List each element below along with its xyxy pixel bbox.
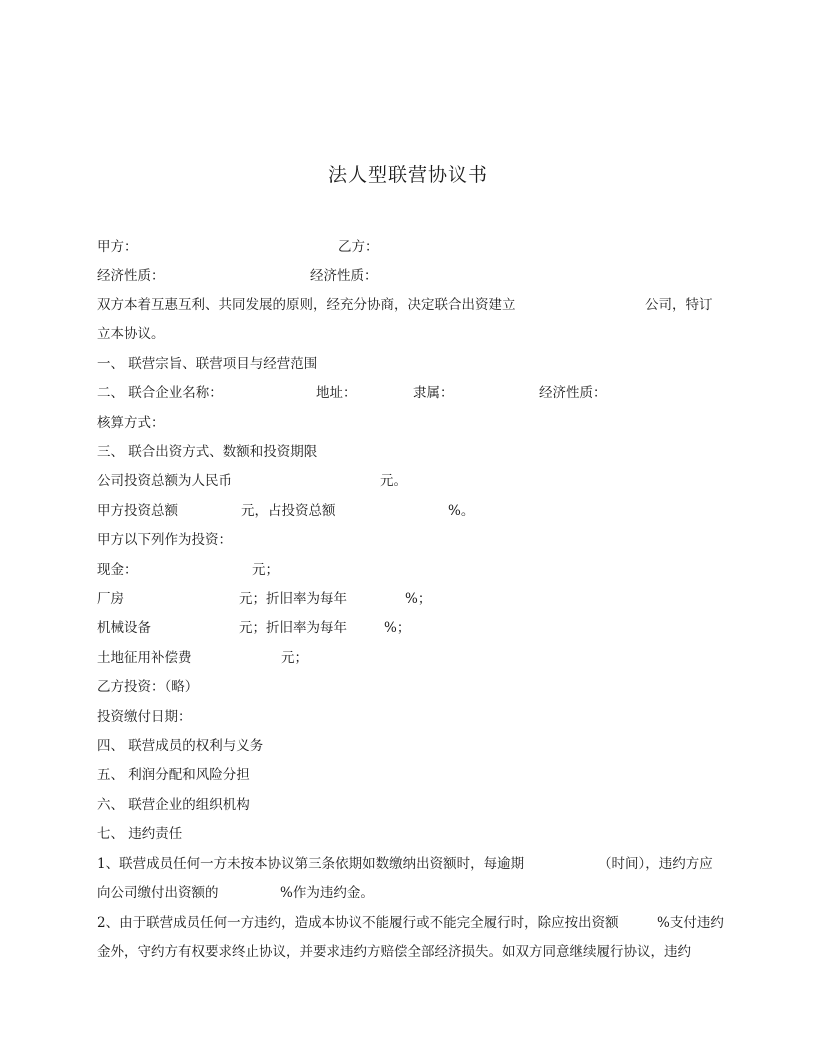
cash-unit: 元；	[252, 562, 279, 578]
affiliation-label: 隶属：	[413, 385, 454, 401]
intro-line-1-end: 公司，特订	[645, 297, 713, 313]
land-compensation-unit: 元；	[281, 650, 308, 666]
section-5-heading: 五、 利润分配和风险分担	[97, 767, 250, 783]
clause-1-line-2-end: %作为违约金。	[280, 885, 374, 901]
plant-depreciation: 元；折旧率为每年	[239, 591, 347, 607]
address-label: 地址：	[316, 385, 357, 401]
clause-1-line-1-end: （时间），违约方应	[598, 856, 713, 872]
machinery-percent: %；	[384, 620, 411, 636]
clause-2-line-1: 2、由于联营成员任何一方违约，造成本协议不能履行或不能完全履行时，除应按出资额	[97, 915, 619, 931]
section-4-heading: 四、 联营成员的权利与义务	[97, 738, 264, 754]
section-7-heading: 七、 违约责任	[97, 826, 183, 842]
clause-1-line-1: 1、联营成员任何一方未按本协议第三条依期如数缴纳出资额时，每逾期	[97, 856, 525, 872]
cash-label: 现金：	[97, 562, 138, 578]
intro-line-2: 立本协议。	[97, 326, 165, 342]
party-b-investment: 乙方投资：（略）	[97, 679, 199, 695]
section-3-heading: 三、 联合出资方式、数额和投资期限	[97, 444, 318, 460]
plant-percent: %；	[405, 591, 432, 607]
clause-2-line-1-end: %支付违约	[657, 915, 724, 931]
econ-nature-label: 经济性质：	[539, 385, 607, 401]
econ-nature-a-label: 经济性质：	[97, 268, 165, 284]
machinery-label: 机械设备	[97, 620, 151, 636]
econ-nature-b-label: 经济性质：	[310, 268, 378, 284]
party-a-investment-label: 甲方投资总额	[97, 503, 178, 519]
party-a-investment-share: 元，占投资总额	[241, 503, 336, 519]
payment-date-label: 投资缴付日期：	[97, 709, 192, 725]
clause-1-line-2: 向公司缴付出资额的	[97, 885, 219, 901]
section-6-heading: 六、 联营企业的组织机构	[97, 797, 250, 813]
total-investment-label: 公司投资总额为人民币	[97, 473, 232, 489]
party-a-label: 甲方：	[97, 239, 138, 255]
accounting-method-label: 核算方式：	[97, 415, 165, 431]
party-b-label: 乙方：	[338, 239, 379, 255]
machinery-depreciation: 元；折旧率为每年	[239, 620, 347, 636]
section-1-heading: 一、 联营宗旨、联营项目与经营范围	[97, 356, 318, 372]
land-compensation-label: 土地征用补偿费	[97, 650, 192, 666]
document-title: 法人型联营协议书	[327, 164, 488, 186]
clause-2-line-2: 金外，守约方有权要求终止协议，并要求违约方赔偿全部经济损失。如双方同意继续履行协议，违约	[97, 944, 691, 960]
party-a-investment-percent: %。	[448, 503, 475, 519]
section-2-heading: 二、 联合企业名称：	[97, 385, 223, 401]
intro-line-1: 双方本着互惠互利、共同发展的原则，经充分协商，决定联合出资建立	[97, 297, 516, 313]
plant-label: 厂房	[97, 591, 124, 607]
total-investment-unit: 元。	[380, 473, 407, 489]
party-a-items-heading: 甲方以下列作为投资：	[97, 532, 232, 548]
